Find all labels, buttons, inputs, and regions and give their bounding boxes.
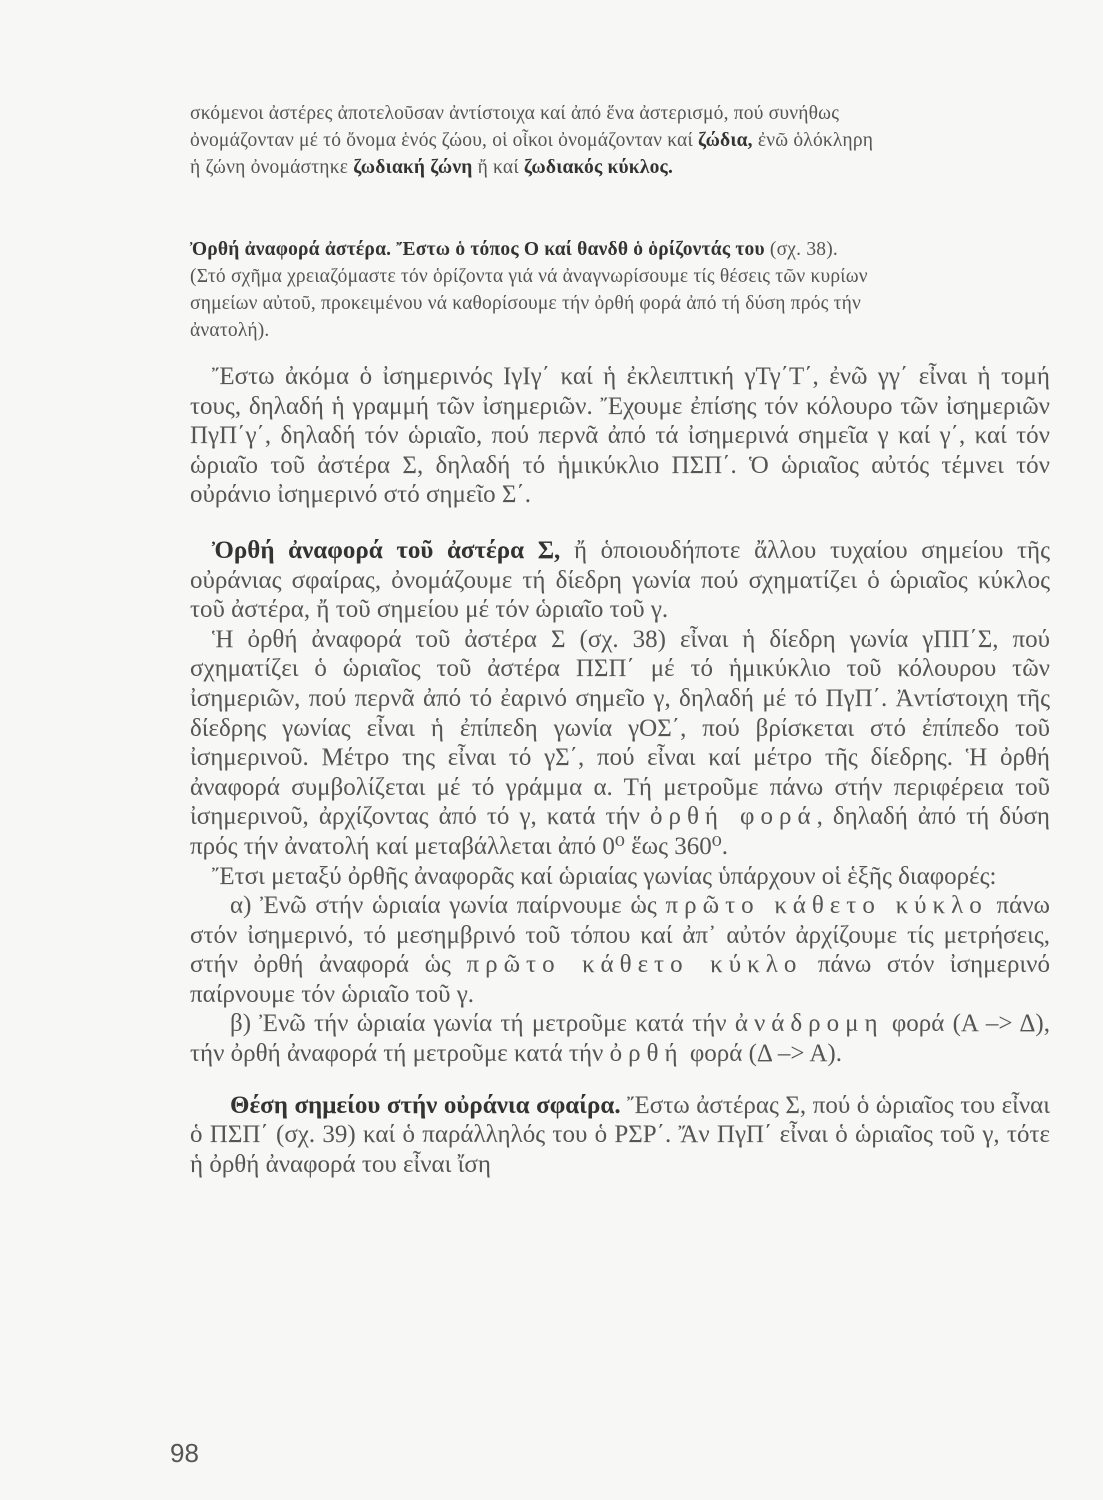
spaced-term: ἀνάδρομη	[734, 1010, 884, 1038]
spaced-term: πρῶτο κάθετο κύκλο	[466, 951, 803, 979]
page-number: 98	[170, 1438, 199, 1468]
intro-line	[190, 100, 1050, 127]
paragraph-3	[190, 625, 1050, 862]
text: πάνω στόν ἰσημερινό παίρνουμε τόν ὡριαῖο τοῦ γ.	[190, 951, 1050, 1008]
text: φορά (Δ –> Α).	[683, 1040, 842, 1068]
text: Ἡ ὀρθή ἀναφορά τοῦ ἀστέρα Σ (σχ. 38) εἶναι ἡ δίεδρη γωνία γΠΠ΄Σ, πού σχηματίζει ὁ ὡριαῖος τοῦ ἀστέρα ΠΣΠ΄ μέ τό ἡμικύκλιο τοῦ κόλουρου τῶν ἰσημεριῶν, πού περνᾶ ἀπό τό ἐαρινό σημεῖο γ, δηλαδή μέ τό ΠγΠ΄. Ἀντίστοιχη τῆς δίεδρης γωνίας εἶναι ἡ ἐπίπεδη γωνία γΟΣ΄, πού βρίσκεται στό ἐπίπεδο τοῦ ἰσημερινοῦ. Μέτρο της εἶναι τό γΣ΄, πού εἶναι καί μέτρο τῆς δίεδρης. Ἡ ὀρθή ἀναφορά συμβολίζεται μέ τό γράμμα α. Τή μετροῦμε πάνω στήν περιφέρεια τοῦ ἰσημερινοῦ, ἀρχίζοντας ἀπό τό γ, κατά τήν	[190, 625, 1050, 831]
paragraph-4: Ἔτσι μεταξύ ὀρθῆς ἀναφορᾶς καί ὡριαίας γωνίας ὑπάρχουν οἱ ἑξῆς διαφορές:	[212, 862, 997, 890]
text: Ἔστω ἀστέρας Σ, πού ὁ ὡριαῖος του εἶναι ὁ ΠΣΠ΄ (σχ. 39) καί ὁ παράλληλός του ὁ ΡΣΡ΄. Ἄν ΠγΠ΄ εἶναι ὁ ὡριαῖος τοῦ γ, τότε ἡ ὀρθή ἀναφορά του εἶναι ἴση	[190, 1091, 1051, 1178]
list-item-b	[190, 1009, 1050, 1068]
text: ὀνομάζονταν μέ τό ὄνομα ἑνός ζώου, οἱ οἶκοι ὀνομάζονταν καί	[190, 130, 698, 151]
text: ἤ ὁποιουδήποτε ἄλλου τυχαίου σημείου τῆς οὐράνιας σφαίρας, ὀνομάζουμε τή δίεδρη γωνία πού σχηματίζει ὁ ὡριαῖος κύκλος τοῦ ἀστέρα, ἤ τοῦ σημείου μέ τόν ὡριαῖο τοῦ γ.	[190, 536, 1051, 624]
text: β) Ἐνῶ τήν ὡριαία γωνία τή μετροῦμε κατά τήν	[230, 1010, 735, 1038]
paragraph-1: Ἔστω ἀκόμα ὁ ἰσημερινός ΙγΙγ΄ καί ἡ ἐκλειπτική γΤγ΄Τ΄, ἐνῶ γγ΄ εἶναι ἡ τομή τους, δηλαδή ἡ γραμμή τῶν ἰσημεριῶν. Ἔχουμε ἐπίσης τόν κόλουρο τῶν ἰσημεριῶν ΠγΠ΄γ΄, δηλαδή τόν ὡριαῖο, πού περνᾶ ἀπό τά ἰσημερινά σημεῖα γ καί γ΄, καί τόν ὡριαῖο τοῦ ἀστέρα Σ, δηλαδή τό ἡμικύκλιο ΠΣΠ΄. Ὁ ὡριαῖος αὐτός τέμνει τόν οὐράνιο ἰσημερινό στό σημεῖο Σ΄.	[190, 363, 1050, 509]
heading-text: Ὀρθή ἀναφορά ἀστέρα. Ἔστω ὁ τόπος Ο καί θανδθ ὁ ὁρίζοντάς του	[190, 239, 765, 260]
text: α) Ἐνῶ στήν ὡριαία γωνία παίρνουμε ὡς	[230, 892, 666, 920]
term-zodiac-zone: ζωδιακή ζώνη	[353, 157, 473, 178]
term-right-ascension: Ὀρθή ἀναφορά τοῦ ἀστέρα Σ,	[212, 536, 561, 564]
term-zodia: ζώδια,	[697, 130, 753, 151]
paragraph-5	[190, 1091, 1050, 1180]
text: , δηλαδή ἀπό τή δύση πρός τήν ἀνατολή καί μεταβάλλεται ἀπό 0⁰ ἕως 360⁰.	[190, 803, 1051, 860]
spaced-term: πρῶτο κάθετο κύκλο	[665, 892, 988, 920]
note-line: σημείων αὐτοῦ, προκειμένου νά καθορίσουμε τήν ὀρθή φορά ἀπό τή δύση πρός τήν	[190, 293, 862, 314]
text: ἤ καί	[472, 157, 524, 178]
intro-paragraph	[190, 100, 1050, 181]
intro-line	[190, 154, 1050, 181]
text: φορά (Α –> Δ), τήν ὀρθή ἀναφορά τή μετροῦμε κατά τήν	[190, 1010, 1050, 1068]
section-heading	[190, 236, 1050, 263]
term-point-position: Θέση σημείου στήν οὐράνια σφαίρα.	[230, 1091, 621, 1119]
note-line: ἀνατολή).	[190, 320, 270, 341]
spaced-term: ὀρθή φορά	[649, 803, 817, 831]
spaced-term: ὀρθή	[609, 1040, 684, 1068]
paragraph-2	[190, 536, 1050, 625]
term-zodiac-circle: ζωδιακός κύκλος.	[523, 157, 674, 178]
text: πάνω στόν ἰσημερινό, τό μεσημβρινό τοῦ τόπου καί ἀπ᾽ αὐτόν ἀρχίζουμε τίς μετρήσεις, στήν ὀρθή ἀναφορά ὡς	[190, 892, 1050, 979]
note-line: (Στό σχῆμα χρειαζόμαστε τόν ὁρίζοντα γιά νά ἀναγνωρίσουμε τίς θέσεις τῶν κυρίων	[190, 266, 868, 287]
text: ἡ ζώνη ὀνομάστηκε	[190, 157, 354, 178]
text: ἐνῶ ὁλόκληρη	[752, 130, 874, 151]
heading-ref: (σχ. 38).	[764, 239, 838, 260]
main-text	[190, 362, 1050, 1179]
text: σκόμενοι ἀστέρες ἀποτελοῦσαν ἀντίστοιχα καί ἀπό ἕνα ἀστερισμό, πού συνήθως	[190, 103, 840, 124]
list-item-a	[190, 891, 1050, 1009]
section-heading-block	[190, 236, 1050, 344]
intro-line	[190, 127, 1050, 154]
